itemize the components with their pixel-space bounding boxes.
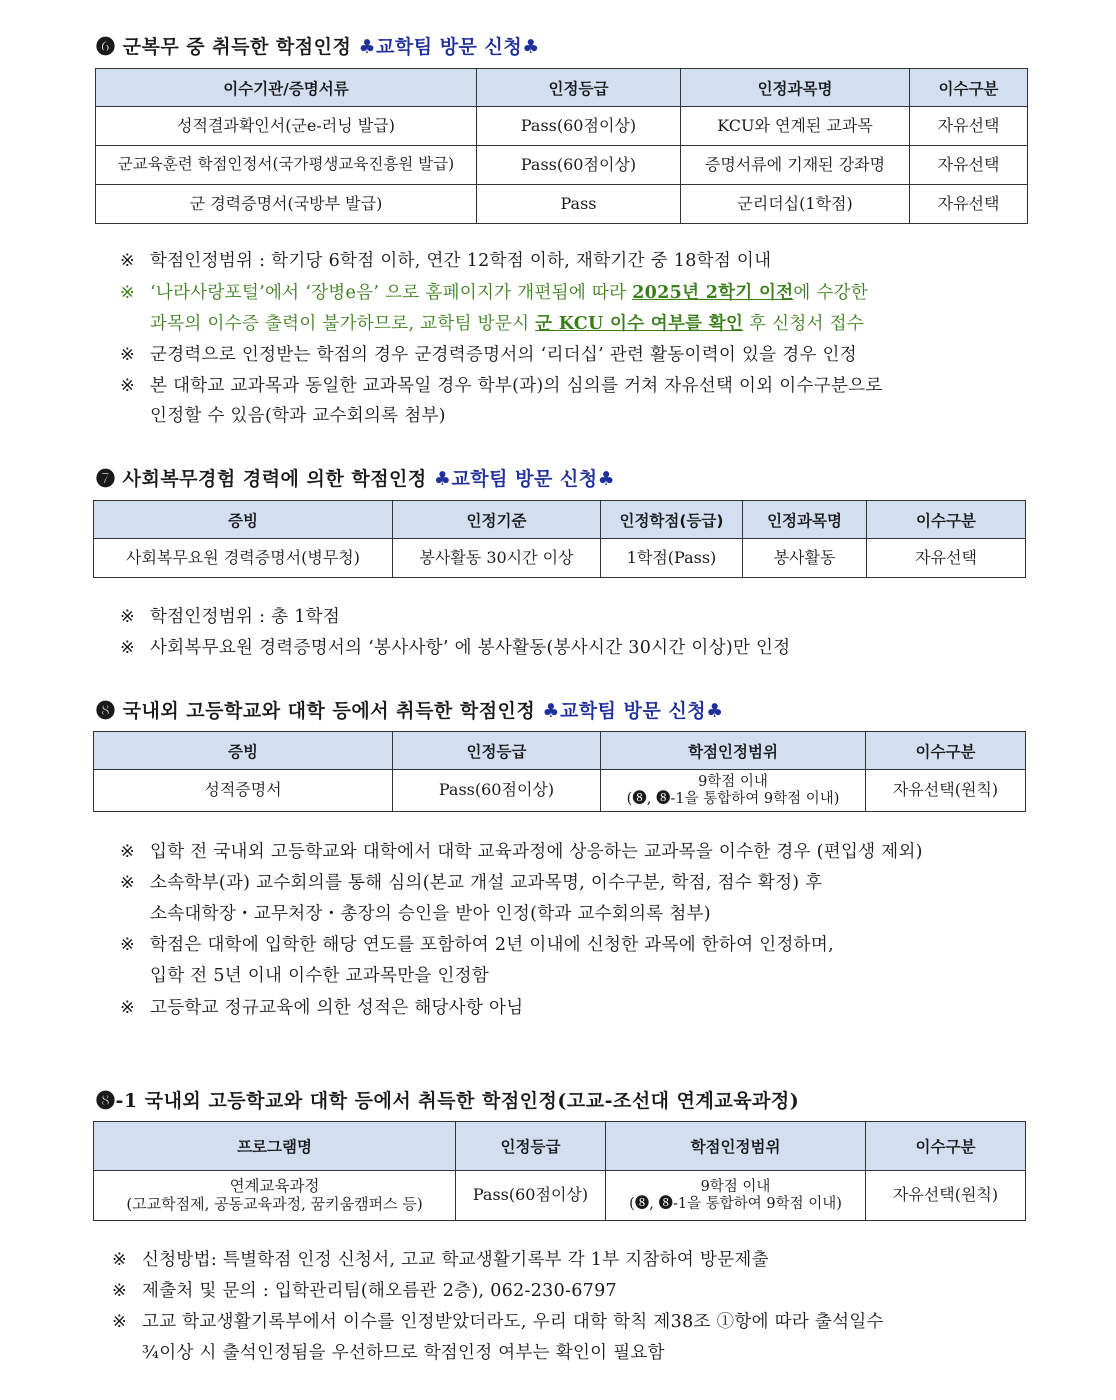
linked-program-credit-table <box>93 1121 1026 1221</box>
reference-mark-icon: ※ <box>120 607 135 627</box>
table-header-row <box>94 501 1026 539</box>
note <box>120 372 883 397</box>
column-header: 증빙 <box>94 732 393 770</box>
club-icon: ♣ <box>542 700 560 722</box>
visit-request-label: 교학팀 방문 신청 <box>376 36 523 58</box>
club-icon: ♣ <box>433 468 452 490</box>
note-text: 인정할 수 있음(학과 교수회의록 첨부) <box>150 406 446 426</box>
table-cell: 사회복무요원 경력증명서(병무청) <box>94 539 393 578</box>
note <box>120 341 857 366</box>
table-row <box>94 539 1026 578</box>
cell-line: (❽, ❽-1을 통합하여 9학점 이내) <box>626 790 840 807</box>
table-header-row <box>94 1122 1026 1171</box>
note-text: 학점인정범위 : 학기당 6학점 이하, 연간 12학점 이하, 재학기간 중 18학점 이내 <box>150 251 772 271</box>
note <box>112 1277 617 1302</box>
note-text: 고교 학교생활기록부에서 이수를 인정받았더라도, 우리 대학 학칙 제38조 ①항에 따라 출석일수 <box>142 1312 884 1332</box>
table-row <box>96 107 1028 146</box>
cell-line: 9학점 이내 <box>698 773 768 790</box>
cell-line: (고교학점제, 공동교육과정, 꿈키움캠퍼스 등) <box>126 1194 423 1213</box>
column-header: 인정등급 <box>477 69 681 107</box>
note-text: ‘나라사랑포털’에서 ‘장병e음’ 으로 홈페이지가 개편됨에 따라 <box>150 283 633 303</box>
note <box>120 994 523 1019</box>
club-icon: ♣ <box>358 36 377 58</box>
section-8-1-title <box>96 1086 799 1113</box>
note-text: 본 대학교 교과목과 동일한 교과목일 경우 학부(과)의 심의를 거쳐 자유선택 이외 이수구분으로 <box>150 376 883 396</box>
column-header: 인정등급 <box>456 1122 606 1171</box>
reference-mark-icon: ※ <box>112 1281 127 1301</box>
highschool-credit-table <box>93 731 1026 812</box>
section-6-heading: ❻ 군복무 중 취득한 학점인정 <box>96 36 352 58</box>
section-8-heading: ❽ 국내외 고등학교와 대학 등에서 취득한 학점인정 <box>96 700 536 722</box>
note <box>120 247 771 272</box>
visit-request-label: 교학팀 방문 신청 <box>559 700 707 722</box>
club-icon: ♣ <box>706 700 724 722</box>
cell-line: 9학점 이내 <box>700 1178 771 1195</box>
note-text: 사회복무요원 경력증명서의 ‘봉사사항’ 에 봉사활동(봉사시간 30시간 이상)만 인정 <box>150 638 791 658</box>
table-cell: 봉사활동 30시간 이상 <box>393 539 601 578</box>
column-header: 인정과목명 <box>681 69 910 107</box>
column-header: 학점인정범위 <box>601 732 866 770</box>
table-cell: 봉사활동 <box>743 539 867 578</box>
table-cell: 군교육훈련 학점인정서(국가평생교육진흥원 발급) <box>96 146 477 185</box>
table-cell: 자유선택(원칙) <box>866 770 1026 812</box>
section-6-title <box>96 32 540 59</box>
note-text: 학점인정범위 : 총 1학점 <box>150 607 341 627</box>
reference-mark-icon: ※ <box>120 283 135 303</box>
table-cell: 1학점(Pass) <box>601 539 743 578</box>
section-7-heading: ❼ 사회복무경험 경력에 의한 학점인정 <box>96 468 427 490</box>
note-text: 고등학교 정규교육에 의한 성적은 해당사항 아님 <box>150 998 524 1018</box>
table-cell: 자유선택 <box>910 107 1028 146</box>
note <box>120 838 923 863</box>
table-cell: 증명서류에 기재된 강좌명 <box>681 146 910 185</box>
note-text: 학점은 대학에 입학한 해당 연도를 포함하여 2년 이내에 신청한 과목에 한하여 인정하며, <box>150 935 834 955</box>
column-header: 이수구분 <box>866 732 1026 770</box>
column-header: 학점인정범위 <box>606 1122 866 1171</box>
reference-mark-icon: ※ <box>120 935 135 955</box>
table-cell: 자유선택 <box>910 146 1028 185</box>
note-continuation <box>142 1339 665 1364</box>
reference-mark-icon: ※ <box>112 1250 127 1270</box>
table-cell <box>601 770 866 812</box>
note-text: 군경력으로 인정받는 학점의 경우 군경력증명서의 ‘리더십’ 관련 활동이력이 있을 경우 인정 <box>150 345 857 365</box>
column-header: 이수구분 <box>867 501 1026 539</box>
reference-mark-icon: ※ <box>120 873 135 893</box>
note <box>120 869 823 894</box>
table-cell: 자유선택(원칙) <box>866 1171 1026 1221</box>
table-cell: Pass(60점이상) <box>456 1171 606 1221</box>
table-cell: Pass(60점이상) <box>477 107 681 146</box>
note <box>120 634 790 659</box>
table-cell: Pass(60점이상) <box>477 146 681 185</box>
column-header: 이수구분 <box>910 69 1028 107</box>
table-row <box>96 146 1028 185</box>
note-text: 소속대학장・교무처장・총장의 승인을 받아 인정(학과 교수회의록 첨부) <box>150 904 711 924</box>
note <box>120 931 834 956</box>
column-header: 인정등급 <box>393 732 601 770</box>
section-8-title <box>96 696 724 723</box>
note-text: 신청방법: 특별학점 인정 신청서, 고교 학교생활기록부 각 1부 지참하여 방문제출 <box>142 1250 769 1270</box>
note <box>112 1308 884 1333</box>
table-cell <box>606 1171 866 1221</box>
table-cell: 자유선택 <box>910 185 1028 224</box>
column-header: 증빙 <box>94 501 393 539</box>
reference-mark-icon: ※ <box>120 638 135 658</box>
note-text: 소속학부(과) 교수회의를 통해 심의(본교 개설 교과목명, 이수구분, 학점, 점수 확정) 후 <box>150 873 823 893</box>
table-cell: Pass(60점이상) <box>393 770 601 812</box>
emphasis-text: 군 KCU 이수 여부를 확인 <box>535 314 744 334</box>
column-header: 프로그램명 <box>94 1122 456 1171</box>
reference-mark-icon: ※ <box>112 1312 127 1332</box>
table-cell: 성적결과확인서(군e-러닝 발급) <box>96 107 477 146</box>
section-8-1-heading: ❽-1 국내외 고등학교와 대학 등에서 취득한 학점인정(고교-조선대 연계교육과정) <box>96 1090 800 1112</box>
table-row <box>94 1171 1026 1221</box>
table-header-row <box>94 732 1026 770</box>
cell-line: (❽, ❽-1을 통합하여 9학점 이내) <box>629 1195 842 1212</box>
note-text: 에 수강한 <box>793 283 869 303</box>
table-cell: KCU와 연계된 교과목 <box>681 107 910 146</box>
emphasis-text: 2025년 2학기 이전 <box>632 283 794 303</box>
table-header-row <box>96 69 1028 107</box>
column-header: 인정학점(등급) <box>601 501 743 539</box>
table-cell <box>94 1171 456 1221</box>
note-continuation <box>150 900 711 925</box>
note-text: 제출처 및 문의 : 입학관리팀(해오름관 2층), 062-230-6797 <box>142 1281 617 1301</box>
note-text: 후 신청서 접수 <box>743 314 865 334</box>
section-7-title <box>96 464 615 491</box>
note <box>112 1246 769 1271</box>
table-cell: 자유선택 <box>867 539 1026 578</box>
reference-mark-icon: ※ <box>120 998 135 1018</box>
note-text: 입학 전 5년 이내 이수한 교과목만을 인정함 <box>150 966 490 986</box>
reference-mark-icon: ※ <box>120 251 135 271</box>
note <box>120 603 340 628</box>
table-row <box>94 770 1026 812</box>
column-header: 이수기관/증명서류 <box>96 69 477 107</box>
table-cell: Pass <box>477 185 681 224</box>
military-credit-table <box>95 68 1028 224</box>
note-text: 입학 전 국내외 고등학교와 대학에서 대학 교육과정에 상응하는 교과목을 이수한 경우 (편입생 제외) <box>150 842 923 862</box>
note-text: ¾이상 시 출석인정됨을 우선하므로 학점인정 여부는 확인이 필요함 <box>142 1343 665 1363</box>
table-cell: 군 경력증명서(국방부 발급) <box>96 185 477 224</box>
reference-mark-icon: ※ <box>120 842 135 862</box>
reference-mark-icon: ※ <box>120 376 135 396</box>
note-text: 과목의 이수증 출력이 불가하므로, 교학팀 방문시 <box>150 314 536 334</box>
visit-request-label: 교학팀 방문 신청 <box>451 468 598 490</box>
table-cell: 군리더십(1학점) <box>681 185 910 224</box>
table-row <box>96 185 1028 224</box>
social-service-credit-table <box>93 500 1026 578</box>
table-cell: 성적증명서 <box>94 770 393 812</box>
column-header: 인정기준 <box>393 501 601 539</box>
note-continuation <box>150 962 489 987</box>
club-icon: ♣ <box>522 36 540 58</box>
note-continuation <box>150 310 864 335</box>
club-icon: ♣ <box>597 468 616 490</box>
reference-mark-icon: ※ <box>120 345 135 365</box>
column-header: 인정과목명 <box>743 501 867 539</box>
column-header: 이수구분 <box>866 1122 1026 1171</box>
note-continuation <box>150 402 446 427</box>
note <box>120 279 868 304</box>
cell-line: 연계교육과정 <box>229 1176 320 1195</box>
